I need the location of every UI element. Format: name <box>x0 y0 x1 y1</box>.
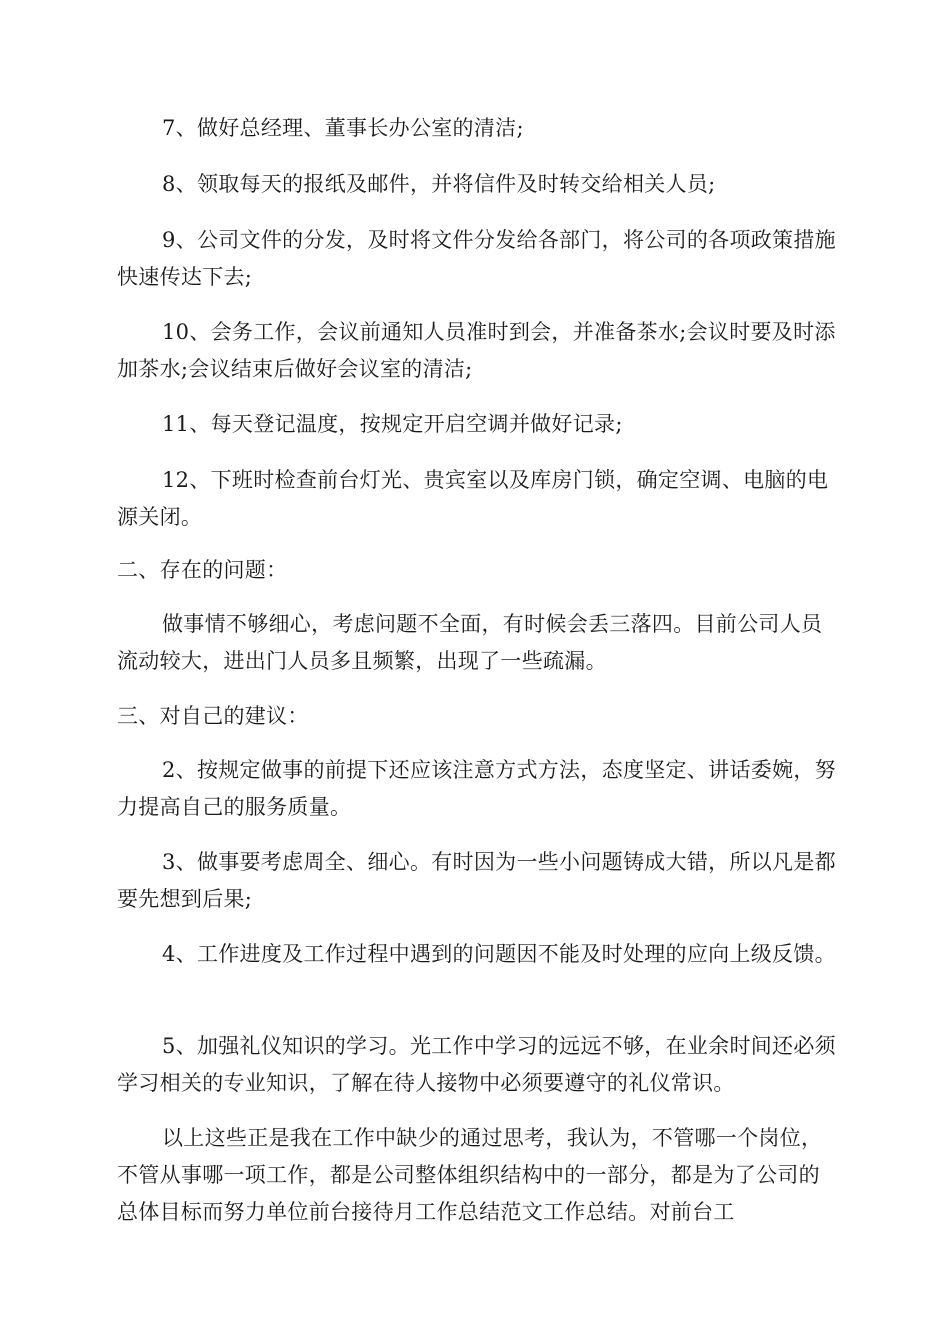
paragraph-item-11: 11、每天登记温度，按规定开启空调并做好记录; <box>162 412 623 436</box>
section-heading-suggestions: 三、对自己的建议： <box>117 704 309 728</box>
paragraph-item-10: 10、会务工作，会议前通知人员准时到会，并准备茶水;会议时要及时添加茶水;会议结束后做好会议室的清洁; <box>117 320 836 381</box>
paragraph-item-7: 7、做好总经理、董事长办公室的清洁; <box>162 116 524 140</box>
paragraph-problems-body: 做事情不够细心，考虑问题不全面，有时候会丢三落四。目前公司人员流动较大，进出门人员多且频繁，出现了一些疏漏。 <box>117 612 823 673</box>
suggestion-item-3: 3、做事要考虑周全、细心。有时因为一些小问题铸成大错，所以凡是都要先想到后果; <box>117 850 836 911</box>
suggestion-item-5: 5、加强礼仪知识的学习。光工作中学习的远远不够，在业余时间还必须学习相关的专业知识，了解在待人接物中必须要遵守的礼仪常识。 <box>117 1034 836 1095</box>
closing-paragraph: 以上这些正是我在工作中缺少的通过思考，我认为，不管哪一个岗位，不管从事哪一项工作，都是公司整体组织结构中的一部分，都是为了公司的总体目标而努力单位前台接待月工作总结范文工作总结。对前台工 <box>117 1126 823 1224</box>
suggestion-item-2: 2、按规定做事的前提下还应该注意方式方法，态度坚定、讲话委婉，努力提高自己的服务质量。 <box>117 758 836 819</box>
suggestion-item-4: 4、工作进度及工作过程中遇到的问题因不能及时处理的应向上级反馈。 <box>162 942 836 966</box>
paragraph-item-12: 12、下班时检查前台灯光、贵宾室以及库房门锁，确定空调、电脑的电源关闭。 <box>117 468 829 529</box>
section-heading-problems: 二、存在的问题： <box>117 558 288 582</box>
paragraph-item-8: 8、领取每天的报纸及邮件，并将信件及时转交给相关人员; <box>162 172 716 196</box>
paragraph-item-9: 9、公司文件的分发，及时将文件分发给各部门，将公司的各项政策措施快速传达下去; <box>117 228 836 289</box>
